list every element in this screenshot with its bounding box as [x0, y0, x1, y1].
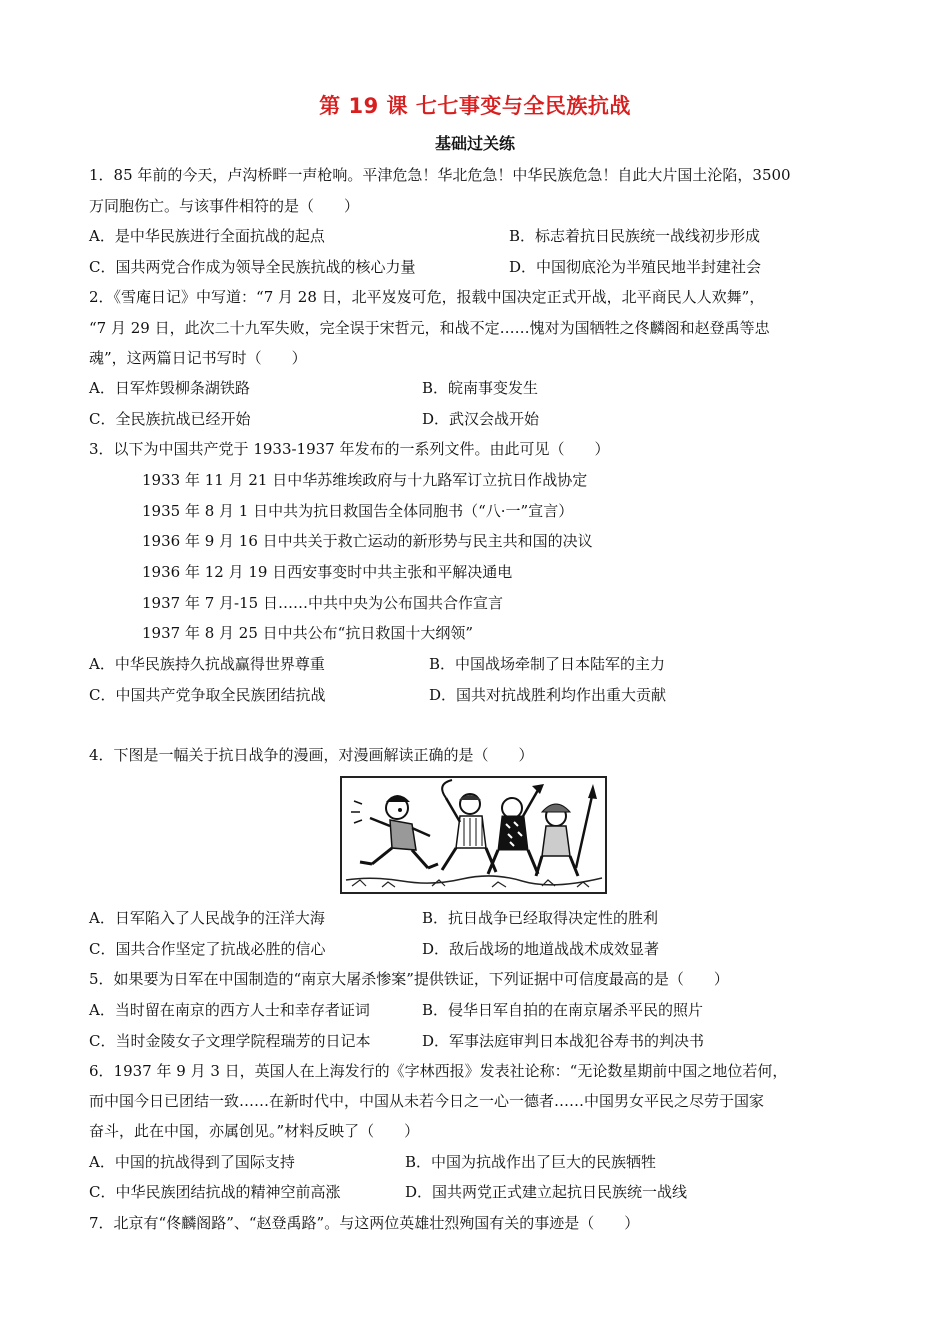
q2-option-c: C．全民族抗战已经开始 — [89, 410, 251, 428]
q3-doc-1: 1933 年 11 月 21 日中华苏维埃政府与十九路军订立抗日作战协定 — [142, 471, 588, 489]
section-subtitle: 基础过关练 — [434, 134, 515, 153]
q4-stem-line-1: 4．下图是一幅关于抗日战争的漫画，对漫画解读正确的是（ ） — [89, 746, 534, 764]
cartoon-drawing — [342, 778, 605, 892]
q7-stem-line-1: 7．北京有“佟麟阁路”、“赵登禹路”。与这两位英雄壮烈殉国有关的事迹是（ ） — [89, 1214, 640, 1232]
q2-option-d: D．武汉会战开始 — [422, 410, 540, 428]
q1-stem-line-2: 万同胞伤亡。与该事件相符的是（ ） — [89, 197, 360, 215]
q3-doc-2: 1935 年 8 月 1 日中共为抗日救国告全体同胞书（“八·一”宣言） — [142, 502, 574, 520]
q3-option-b: B．中国战场牵制了日本陆军的主力 — [429, 655, 666, 673]
q6-option-a: A．中国的抗战得到了国际支持 — [89, 1153, 295, 1171]
q5-option-b: B．侵华日军自拍的在南京屠杀平民的照片 — [422, 1001, 704, 1019]
q6-stem-line-1: 6．1937 年 9 月 3 日，英国人在上海发行的《字林西报》发表社论称：“无论数星期前中国之地位若何， — [89, 1062, 788, 1080]
q5-option-d: D．军事法庭审判日本战犯谷寿书的判决书 — [422, 1032, 705, 1050]
q6-option-c: C．中华民族团结抗战的精神空前高涨 — [89, 1183, 341, 1201]
q2-option-b: B．皖南事变发生 — [422, 379, 539, 397]
q3-stem-line-1: 3．以下为中国共产党于 1933-1937 年发布的一系列文件。由此可见（ ） — [89, 440, 610, 458]
q3-doc-5: 1937 年 7 月-15 日……中共中央为公布国共合作宣言 — [142, 594, 503, 612]
q2-stem-line-1: 2．《雪庵日记》中写道：“7 月 28 日，北平岌岌可危，报载中国决定正式开战，北平商民人人欢舞”， — [89, 288, 765, 306]
q6-option-b: B．中国为抗战作出了巨大的民族牺牲 — [405, 1153, 657, 1171]
q3-doc-6: 1937 年 8 月 25 日中共公布“抗日救国十大纲领” — [142, 624, 473, 642]
q3-doc-3: 1936 年 9 月 16 日中共关于救亡运动的新形势与民主共和国的决议 — [142, 532, 593, 550]
q4-option-c: C．国共合作坚定了抗战必胜的信心 — [89, 940, 326, 958]
q4-option-b: B．抗日战争已经取得决定性的胜利 — [422, 909, 659, 927]
q1-option-c: C．国共两党合作成为领导全民族抗战的核心力量 — [89, 258, 416, 276]
q5-option-c: C．当时金陵女子文理学院程瑞芳的日记本 — [89, 1032, 371, 1050]
q3-option-a: A．中华民族持久抗战赢得世界尊重 — [89, 655, 325, 673]
q2-stem-line-3: 魂”，这两篇日记书写时（ ） — [89, 349, 307, 367]
q4-option-d: D．敌后战场的地道战战术成效显著 — [422, 940, 660, 958]
q6-stem-line-3: 奋斗，此在中国，亦属创见。”材料反映了（ ） — [89, 1122, 420, 1140]
q6-stem-line-2: 而中国今日已团结一致……在新时代中，中国从未若今日之一心一德者……中国男女平民之尽劳于国家 — [89, 1092, 765, 1110]
q3-option-d: D．国共对抗战胜利均作出重大贡献 — [429, 686, 667, 704]
q5-option-a: A．当时留在南京的西方人士和幸存者证词 — [89, 1001, 370, 1019]
q1-option-d: D．中国彻底沦为半殖民地半封建社会 — [509, 258, 762, 276]
war-cartoon-image — [340, 776, 607, 894]
q2-option-a: A．日军炸毁柳条湖铁路 — [89, 379, 250, 397]
q6-option-d: D．国共两党正式建立起抗日民族统一战线 — [405, 1183, 688, 1201]
q2-stem-line-2: “7 月 29 日，此次二十九军失败，完全误于宋哲元，和战不定……愧对为国牺牲之佟麟阁和赵登禹等忠 — [89, 319, 770, 337]
q1-stem-line-1: 1．85 年前的今天，卢沟桥畔一声枪响。平津危急！华北危急！中华民族危急！自此大片国土沦陷，3500 — [89, 166, 791, 184]
q3-doc-4: 1936 年 12 月 19 日西安事变时中共主张和平解决通电 — [142, 563, 513, 581]
q5-stem-line-1: 5．如果要为日军在中国制造的“南京大屠杀惨案”提供铁证，下列证据中可信度最高的是（ ） — [89, 970, 729, 988]
q1-option-a: A．是中华民族进行全面抗战的起点 — [89, 227, 325, 245]
q4-option-a: A．日军陷入了人民战争的汪洋大海 — [89, 909, 325, 927]
q1-option-b: B．标志着抗日民族统一战线初步形成 — [509, 227, 761, 245]
lesson-title: 第 19 课 七七事变与全民族抗战 — [319, 94, 631, 118]
q3-option-c: C．中国共产党争取全民族团结抗战 — [89, 686, 326, 704]
